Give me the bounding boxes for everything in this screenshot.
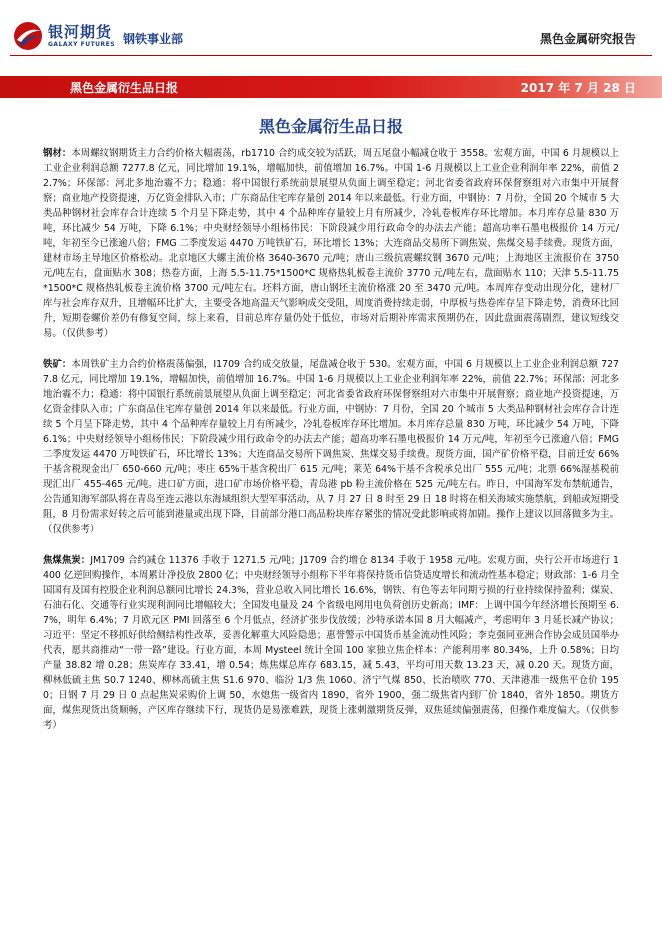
department-label: 钢铁事业部 bbox=[123, 32, 184, 46]
banner-report-name: 黑色金属衍生品日报 bbox=[70, 81, 179, 95]
section-label: 铁矿： bbox=[43, 359, 72, 370]
company-name-en: GALAXY FUTURES bbox=[48, 40, 116, 48]
section-iron-ore bbox=[43, 357, 619, 537]
page-title: 黑色金属衍生品日报 bbox=[258, 117, 403, 136]
galaxy-futures-logo bbox=[12, 20, 115, 52]
header-divider bbox=[10, 55, 652, 56]
section-text: JM1709 合约减仓 11376 手收于 1271.5 元/吨；J1709 合约增仓 8134 手收于 1958 元/吨。宏观方面，央行公开市场进行 1400 亿逆回购操作，本周累计净投放 2800 亿；中央财经领导小组称下半年将保持货币信贷适度增长和流动性基本稳定；财政部：1-6 月全国国有及国有控股企业利润总额同比增长 24.3%，营业总收入同比增长 16.6%，钢铁、有色等去年同期亏损的行业持续保持盈利；煤炭、石油石化、交通等行业实现利润同比增幅较大；全国发电量及 24 个省级电网用电负荷创历史新高；IMF：上调中国今年经济增长预期至 6.7%，明年 6.4%；7 月欧元区 PMI 回落至 6 个月低点，经济扩张步伐放缓；沙特承诺本国 8 月大幅减产，考虑明年 3 月延长减产协议；习近平：坚定不移抓好供给侧结构性改革，妥善化解重大风险隐患；惠誉警示中国货币基金流动性风险；李克强同亚洲合作协会成员国举办代表，愿共商推动“一带一路”建设。行业方面，本周 Mysteel 统计全国 100 家独立焦企样本：产能利用率 80.34%，上升 0.58%；日均产量 38.82 增 0.28；焦炭库存 33.41，增 0.54；炼焦煤总库存 683.15，减 5.43，平均可用天数 13.23 天，减 0.20 天。现货方面，柳林低硫主焦 S0.7 1240、柳林高硫主焦 S1.6 970、临汾 1/3 焦 1060、济宁气煤 850、长治喷吹 770、天津港准一级焦平仓价 1950；日钢 7 月 29 日 0 点起焦炭采购价上调 50，水熄焦一级省内 1890，省外 1900，强二级焦省内到厂价 1840，省外 1850。期货方面，煤焦现货出货顺畅，产区库存继续下行，现货仍是易涨难跌，现货上涨刺激期货反弹，双焦延续偏强震荡，但操作难度偏大。（仅供参考） bbox=[43, 555, 619, 731]
section-text: 本周铁矿主力合约价格震荡偏强，I1709 合约成交放量，尾盘减仓收于 530。宏观方面，中国 6 月规模以上工业企业利润总额 7277.8 亿元，同比增加 19.1%，增幅加快，前值增加 16.7%。中国 1-6 月规模以上工业企业利润年率 22%，前值 22.7%；环保部：河北多地治霾不力；稳通：将中国银行系统前景展望从负面上调至稳定；河北省委省政府环保督察组对六市集中开展督察；商业地产投资提速，万亿资金排队入市；广东商品住宅库存量创 2014 年以来最低。行业方面，中钢协：7 月份，全国 20 个城市 5 大类品种钢材社会库存合计连续 5 个月呈下降走势，其中 4 个品种库存量较上月有所减少，冷轧卷板库存环比增加。本月库存总量 830 万吨，环比减少 54 万吨，下降 6.1%；中央财经领导小组杨伟民：下阶段减少用行政命令的办法去产能；超高功率石墨电极报价 14 万元/吨，年初至今已涨逾八倍；FMG 二季度发运 4470 万吨铁矿石，环比增长 13%；大连商品交易所下调焦炭、焦煤交易手续费。现货方面，国产矿价格平稳，目前迁安 66%干基含税现金出厂 650-660 元/吨；枣庄 65%干基含税出厂 615 元/吨；莱芜 64%干基不含税承兑出厂 555 元/吨；北票 66%湿基税前现汇出厂 455-465 元/吨。进口矿方面，进口矿市场价格平稳，青岛港 pb 粉主流价格在 525 元/吨左右。昨日，中国海军发布禁航通告，公告通知海军部队将在青岛至连云港以东海域组织大型军事活动，从 7 月 27 日 8 时至 29 日 18 时将在相关海域实施禁航，到船或短期受阻，8 月份需求好转之后可能到港量或出现下降，目前部分港口高品粉块库存紧张的情况受此影响或将加剧。操作上建议以回落做多为主。（仅供参考） bbox=[43, 359, 619, 535]
report-type-label: 黑色金属研究报告 bbox=[539, 32, 636, 46]
section-text: 本周螺纹钢期货主力合约价格大幅震荡，rb1710 合约成交较为活跃，周五尾盘小幅减仓收于 3558。宏观方面，中国 6 月规模以上工业企业利润总额 7277.8 亿元，同比增加 19.1%，增幅加快，前值增加 16.7%。中国 1-6 月规模以上工业企业利润年率 22%，前值 22.7%；环保部：河北多地治霾不力；稳通：将中国银行系统前景展望从负面上调至稳定；河北省委省政府环保督察组对六市集中开展督察；商业地产投资提速，万亿资金排队入市；广东商品住宅库存量创 2014 年以来最低。行业方面，中钢协：7 月份，全国 20 个城市 5 大类品种钢材社会库存合计连续 5 个月呈下降走势，其中 4 个品种库存量较上月有所减少，冷轧卷板库存环比增加。本月库存总量 830 万吨，环比减少 54 万吨，下降 6.1%；中央财经领导小组杨伟民：下阶段减少用行政命令的办法去产能；超高功率石墨电极报价 14 万元/吨，年初至今已涨逾八倍；FMG 二季度发运 4470 万吨铁矿石，环比增长 13%；大连商品交易所下调焦炭、焦煤交易手续费。现货方面，建材市场主导地区价格松动。北京地区大螺主流价格 3640-3670 元/吨；唐山三级抗震螺纹钢 3670 元/吨；上海地区主流报价在 3750 元/吨左右，盘面贴水 308；热卷方面，上海 5.5-11.75*1500*C 规格热轧板卷主流价 3770 元/吨左右，盘面贴水 110；天津 5.5-11.75*1500*C 规格热轧板卷主流价格 3700 元/吨左右。坯料方面，唐山钢坯主流价格涨 20 至 3470 元/吨。本周库存变动出现分化，建材厂库与社会库存双升，且增幅环比扩大，主要受各地高温天气影响成交受阻，周度消费持续走弱，中厚板与热卷库存呈下降走势，消费环比回升，短期卷螺价差仍有修复空间，综上来看，目前总库存量仍处于低位，市场对后期补库需求预期仍在，因此盘面震荡剧烈，建议短线交易。（仅供参考） bbox=[43, 148, 619, 339]
report-body bbox=[43, 146, 619, 749]
report-date: 2017 年 7 月 28 日 bbox=[520, 81, 636, 95]
galaxy-logo-icon bbox=[12, 20, 44, 52]
section-label: 焦煤焦炭： bbox=[43, 555, 91, 566]
report-header bbox=[0, 0, 662, 62]
section-coking-coal-coke bbox=[43, 553, 619, 733]
section-steel bbox=[43, 146, 619, 341]
company-name-cn: 银河期货 bbox=[48, 22, 113, 41]
section-label: 钢材： bbox=[43, 148, 72, 159]
report-banner bbox=[0, 76, 662, 98]
